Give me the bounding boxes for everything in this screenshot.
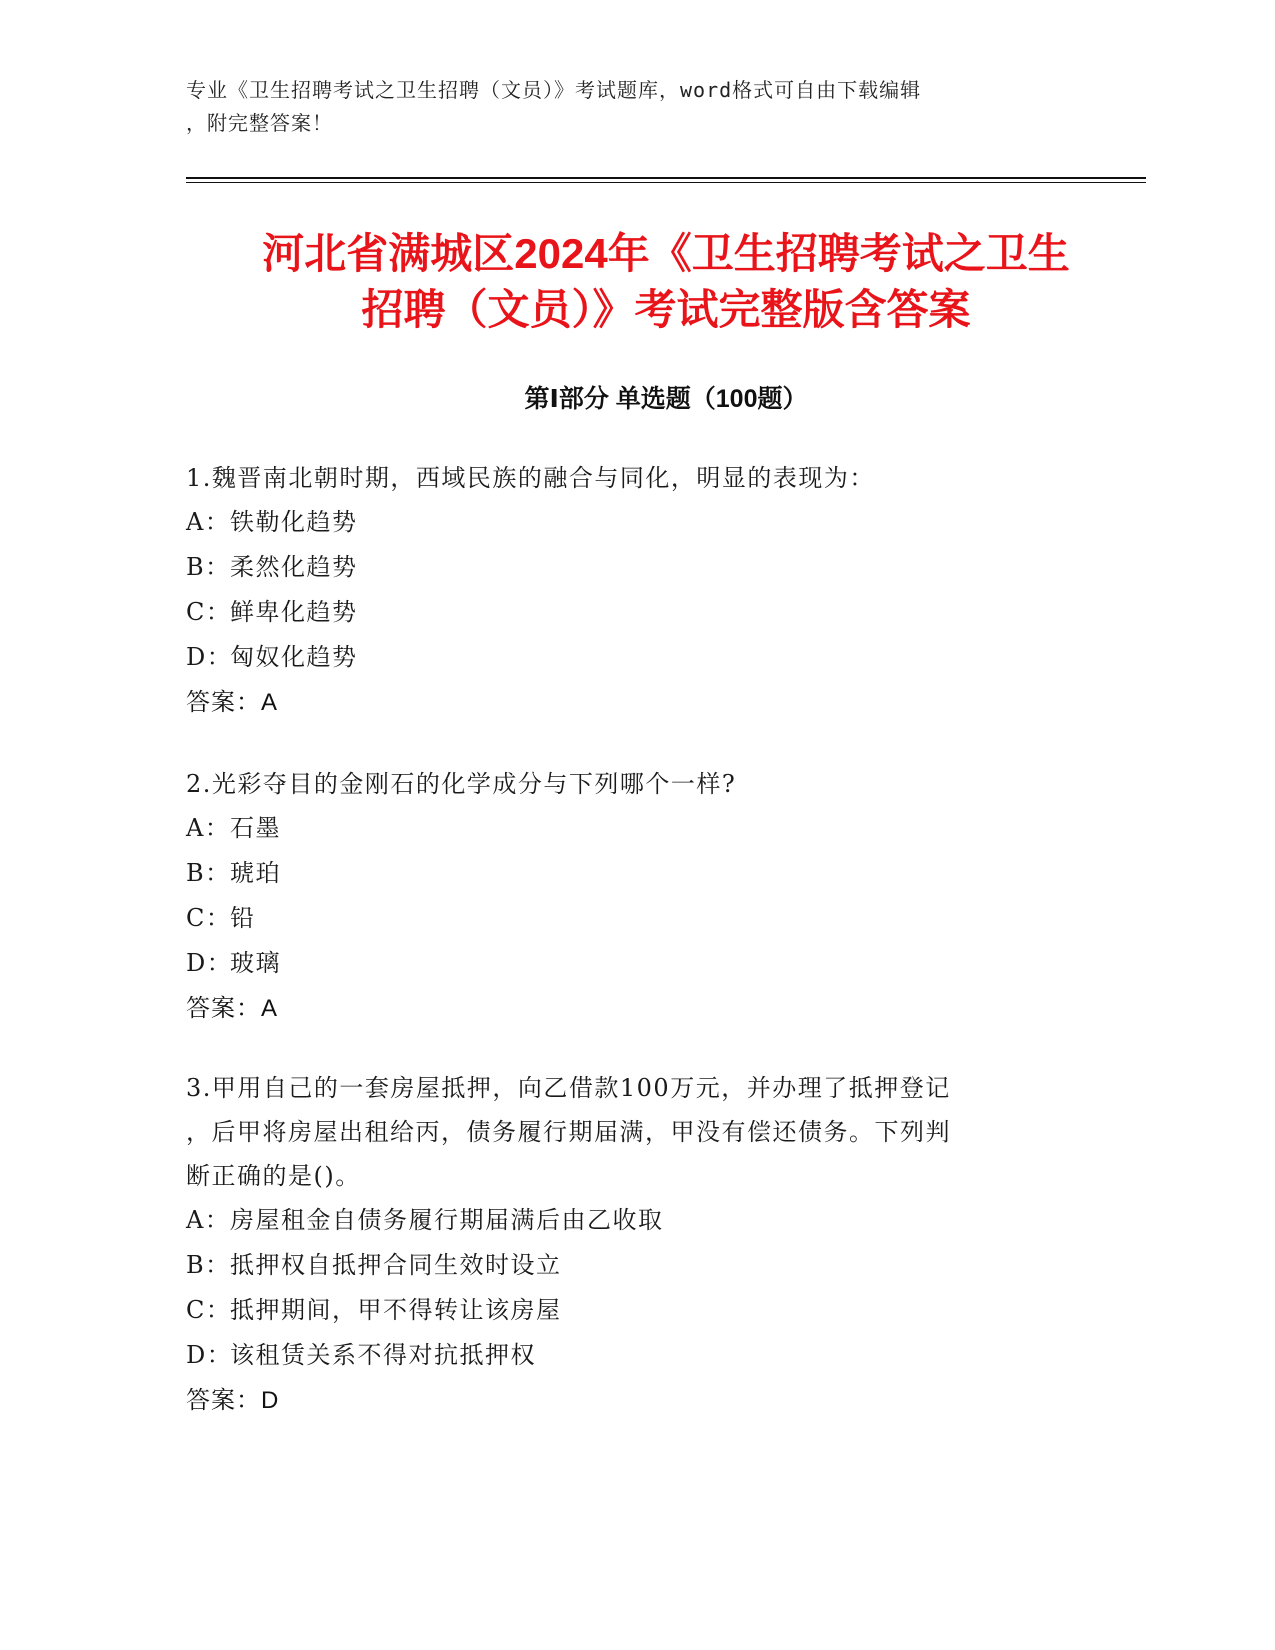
option-text: 抵押权自抵押合同生效时设立 [230, 1251, 562, 1279]
option-b [186, 545, 1066, 590]
question-text: 1.魏晋南北朝时期，西域民族的融合与同化，明显的表现为： [186, 464, 875, 492]
option-key: D： [186, 1341, 233, 1369]
option-c [186, 896, 1066, 941]
question-text-line-3: 断正确的是()。 [186, 1162, 361, 1190]
option-a [186, 806, 1066, 851]
question-text-line-2: ，后甲将房屋出租给丙，债务履行期届满，甲没有偿还债务。下列判 [186, 1118, 951, 1146]
option-text: 抵押期间，甲不得转让该房屋 [230, 1296, 562, 1324]
question-2 [186, 762, 1066, 1031]
option-key: A： [186, 814, 231, 842]
option-text: 琥珀 [230, 859, 281, 887]
section-heading: 第Ⅰ部分 单选题（100题） [524, 385, 808, 413]
option-key: C： [186, 1296, 232, 1324]
option-text: 房屋租金自债务履行期届满后由乙收取 [230, 1206, 664, 1234]
document-title-line-1: 河北省满城区2024年《卫生招聘考试之卫生 [262, 230, 1070, 277]
option-c [186, 1288, 1066, 1333]
option-text: 铅 [230, 904, 256, 932]
option-key: D： [186, 949, 233, 977]
option-a [186, 500, 1066, 545]
option-d [186, 635, 1066, 680]
option-b [186, 851, 1066, 896]
option-text: 铁勒化趋势 [230, 508, 358, 536]
option-key: C： [186, 598, 232, 626]
question-3 [186, 1066, 1066, 1423]
document-title [186, 226, 1146, 338]
option-key: B： [186, 553, 231, 581]
option-d [186, 941, 1066, 986]
option-key: A： [186, 508, 231, 536]
document-title-line-2: 招聘（文员）》考试完整版含答案 [361, 286, 971, 333]
option-key: A： [186, 1206, 231, 1234]
header-divider-thin [186, 182, 1146, 183]
question-text-line-1: 3.甲用自己的一套房屋抵押，向乙借款100万元，并办理了抵押登记 [186, 1074, 951, 1102]
option-text: 匈奴化趋势 [230, 643, 358, 671]
answer: 答案：D [186, 1387, 280, 1414]
option-b [186, 1243, 1066, 1288]
answer: 答案：A [186, 689, 279, 716]
option-key: C： [186, 904, 232, 932]
header-note-line-2: ，附完整答案！ [186, 111, 333, 135]
option-d [186, 1333, 1066, 1378]
option-text: 该租赁关系不得对抗抵押权 [230, 1341, 536, 1369]
option-key: B： [186, 859, 231, 887]
header-note-line-1: 专业《卫生招聘考试之卫生招聘（文员）》考试题库，word格式可自由下载编辑 [186, 78, 922, 102]
option-key: D： [186, 643, 233, 671]
header-note [186, 74, 1066, 140]
question-1 [186, 456, 1066, 725]
option-text: 玻璃 [230, 949, 281, 977]
header-divider-thick [186, 177, 1146, 179]
option-text: 鲜卑化趋势 [230, 598, 358, 626]
option-text: 石墨 [230, 814, 281, 842]
answer: 答案：A [186, 995, 279, 1022]
question-text: 2.光彩夺目的金刚石的化学成分与下列哪个一样? [186, 770, 737, 798]
option-c [186, 590, 1066, 635]
option-a [186, 1198, 1066, 1243]
option-key: B： [186, 1251, 231, 1279]
option-text: 柔然化趋势 [230, 553, 358, 581]
